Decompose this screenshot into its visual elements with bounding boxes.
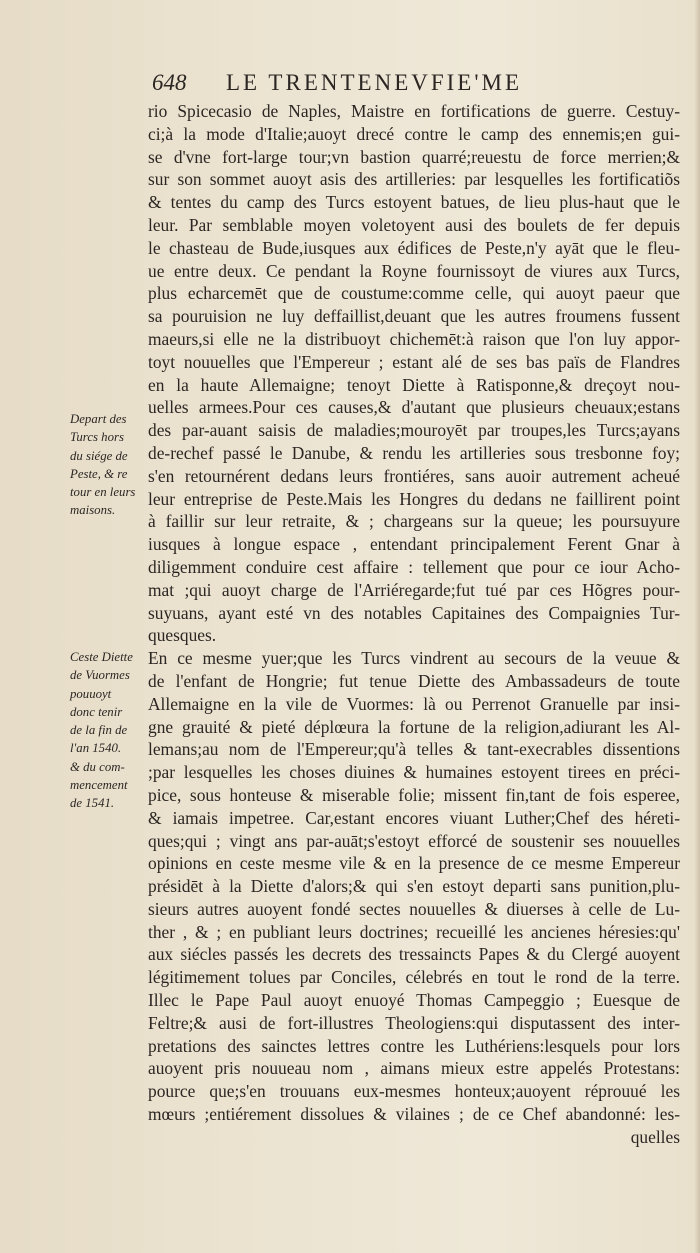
text-line: ci;à la mode d'Italie;auoyt drecé contre le camp des ennemis;en gui- [148, 123, 680, 144]
margin-note-line: mencement [70, 778, 128, 793]
text-line: Illec le Pape Paul auoyt enuoyé Thomas Campeggio ; Euesque de [148, 990, 680, 1011]
margin-note-line: Depart des [70, 412, 127, 426]
text-line: ther , & ; en publiant leurs doctrines; recueillé les ancienes héresies:qu' [148, 921, 680, 942]
margin-note-line: Peste, & re [70, 466, 128, 481]
text-line: mat ;qui auoyt charge de l'Arriéregarde;fut tué par ces Hõgres pour- [148, 579, 680, 600]
text-line: ;par lesquelles les choses diuines & humaines estoyent tirees en préci- [148, 762, 680, 783]
margin-note-line: de la fin de [70, 723, 128, 738]
margin-note-line: donc tenir [70, 704, 123, 719]
text-line: présidēt à la Diette d'alors;& qui s'en estoyt departi sans punition,plu- [148, 876, 680, 897]
text-line: Allemaigne en la vile de Vuormes: là ou Perrenot Granuelle par insi- [148, 693, 680, 714]
text-line: En ce mesme yuer;que les Turcs vindrent au secours de la veuue & [148, 648, 680, 669]
text-line: mœurs ;entiérement dissolues & vilaines ; de ce Chef abandonné: les- [148, 1104, 680, 1125]
margin-note-line: de 1541. [70, 796, 115, 811]
margin-note-line: du siége de [70, 448, 128, 463]
text-line: ques;qui ; vingt ans par-auāt;s'estoyt efforcé de soustenir ses nouuelles [148, 830, 680, 851]
text-line: leur. Par semblable moyen voletoyent ausi des boulets de fer depuis [148, 214, 680, 235]
text-line: le chasteau de Bude,iusques aux édifices de Peste,n'y ayāt que le fleu- [148, 237, 680, 258]
text-line: auoyent pris nouueau nom , aimans mieux estre appelés Protestans: [148, 1058, 680, 1079]
body-text [148, 100, 680, 1149]
text-line: opinions en ceste mesme vile & en la presence de ce mesme Empereur [148, 853, 680, 874]
text-line: uelles armees.Pour ces causes,& d'autant que plusieurs cheuaux;estans [148, 397, 680, 418]
text-line: légitimement tolues par Conciles, célebrés en tout le rond de la terre. [148, 967, 680, 988]
text-line: plus echarcemēt que de coustume:comme celle, qui auoyt paeur que [148, 283, 680, 304]
margin-note-line: l'an 1540. [70, 741, 122, 756]
text-line: de l'enfant de Hongrie; fut tenue Diette des Ambassadeurs de toute [148, 670, 680, 691]
text-line: ue entre deux. Ce pendant la Royne fournissoyt de viures aux Turcs, [148, 260, 680, 281]
text-line: iusques à longue espace , entendant principalement Ferent Gnar à [148, 534, 680, 555]
margin-note-line: tour en leurs [70, 485, 136, 500]
margin-note-line: Turcs hors [70, 430, 124, 445]
text-line: gne grauité & pieté déplœura la fortune de la religion,adiurant les Al- [148, 716, 680, 737]
text-line: sa pouruision ne luy deffaillist,deuant que les autres froumens fussent [148, 306, 680, 327]
text-line: s'en retournérent dedans leurs frontiéres, sans auoir autrement acheué [148, 465, 680, 486]
page-edge-shadow [694, 0, 700, 1253]
text-line: lemans;au nom de l'Empereur;qu'à telles & tant-execrables dissentions [148, 739, 680, 760]
text-line: toyt nouuelles que l'Empereur ; estant alé de ses bas païs de Flandres [148, 351, 680, 372]
text-line: maeurs,si elle ne la distribuoyt chichemēt:à raison que l'on luy appor- [148, 328, 680, 349]
page-number: 648 [152, 70, 187, 95]
text-line: des par-auant saisis de maladies;mouroyēt par troupes,les Turcs;ayans [148, 420, 680, 441]
text-line: sur son sommet auoyt asis des artilleries: par lesquelles les fortificatiõs [148, 169, 680, 190]
text-line: à faillir sur leur retraite, & ; chargeans sur la queue; les poursuyure [148, 511, 680, 532]
text-line: pretations des sainctes lettres contre les Luthériens:lesquels pour lors [148, 1035, 680, 1056]
text-line: Feltre;& ausi de fort-illustres Theologiens:qui disputassent des inter- [148, 1012, 680, 1033]
text-line: suyuans, ayant esté vn des notables Capitaines des Compaignies Tur- [148, 602, 680, 623]
margin-note-line: & du com- [70, 759, 125, 774]
text-line: de-rechef passé le Danube, & rendu les artilleries sous tresbonne foy; [148, 442, 680, 463]
text-line: leur entreprise de Peste.Mais les Hongres du dedans ne faillirent point [148, 488, 680, 509]
text-line: & iamais impetree. Car,estant encores viuant Luther;Chef des héreti- [148, 807, 680, 828]
text-line: pice, sous honteuse & miserable folie; missent fin,tant de fois esperee, [148, 784, 680, 805]
margin-note-line: Ceste Diette [70, 650, 133, 664]
text-line: & tentes du camp des Turcs estoyent batues, de lieu plus-haut que le [148, 192, 680, 213]
margin-note-line: maisons. [70, 503, 116, 518]
margin-note-diette [70, 648, 144, 813]
margin-note-line: de Vuormes [70, 668, 130, 683]
text-line: sieurs autres auoyent fondé sectes nouuelles & diuerses à celle de Lu- [148, 898, 680, 919]
text-line: rio Spicecasio de Naples, Maistre en fortifications de guerre. Cestuy- [148, 101, 680, 121]
catchword: quelles [630, 1126, 680, 1147]
running-title: LE TRENTENEVFIE'ME [226, 70, 522, 95]
page-header [0, 70, 700, 100]
text-line: aux siécles passés les decrets des tressaincts Papes & du Clergé auoyent [148, 944, 680, 965]
text-line: se d'vne fort-large tour;vn bastion quarré;reuestu de force merrien;& [148, 146, 680, 167]
margin-note-line: pouuoyt [70, 686, 112, 701]
text-line: diligemment conduire cest affaire : tellement que pour ce iour Acho- [148, 556, 680, 577]
text-line: quesques. [148, 625, 217, 646]
margin-note-depart [70, 410, 144, 520]
text-line: pource que;s'en trouuans eux-mesmes honteux;auoyent réprouué les [148, 1081, 680, 1102]
text-line: en la haute Allemaigne; tenoyt Diette à Ratisponne,& dreçoyt nou- [148, 374, 680, 395]
